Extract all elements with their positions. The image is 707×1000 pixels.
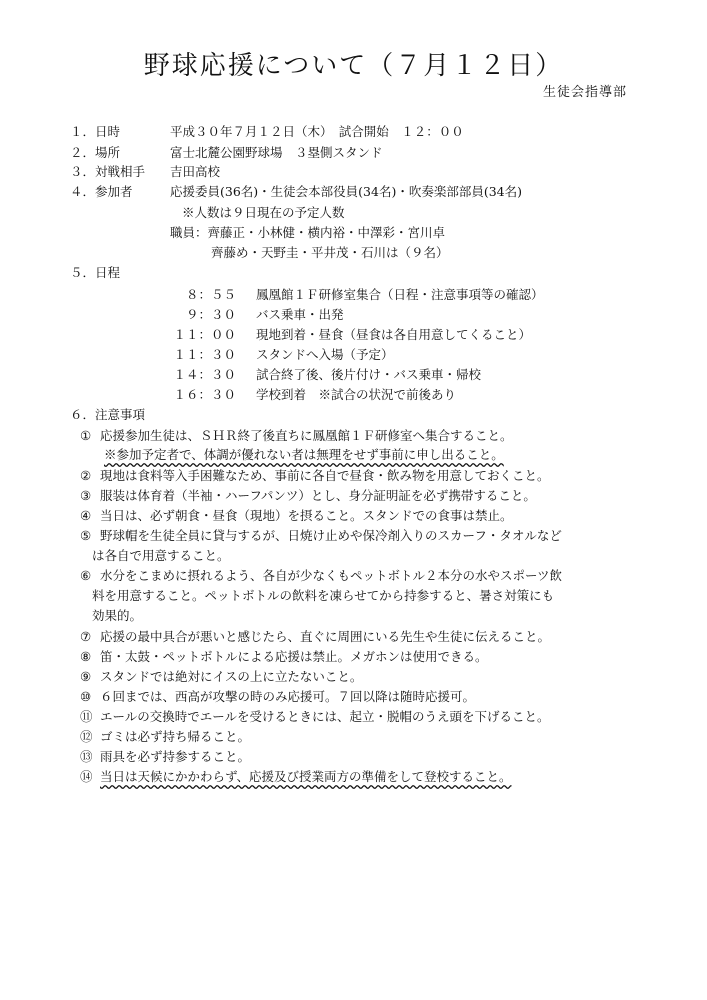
schedule-time: １４：３０ xyxy=(173,367,236,382)
schedule-row xyxy=(150,306,344,324)
note-mark: ⑫ xyxy=(80,729,93,744)
note-mark: ⑪ xyxy=(80,709,93,724)
note-item xyxy=(80,768,512,786)
note-mark: ③ xyxy=(80,488,92,503)
schedule-desc: 学校到着 ※試合の状況で前後あり xyxy=(256,387,457,402)
notes-heading: ６．注意事項 xyxy=(70,407,146,422)
note-item xyxy=(80,688,475,706)
note-text: 応援の最中具合が悪いと感じたら、直ぐに周囲にいる先生や生徒に伝えること。 xyxy=(100,629,551,644)
note-continuation: は各自で用意すること。 xyxy=(92,548,230,563)
note-text: 服装は体育着（半袖・ハーフパンツ）とし、身分証明証を必ず携帯すること。 xyxy=(100,488,536,503)
item-date xyxy=(70,123,464,141)
note-item xyxy=(80,628,550,646)
note-mark: ⑤ xyxy=(80,528,92,543)
schedule-row xyxy=(150,286,544,304)
note-text: 応援参加生徒は、ＳＨＲ終了後直ちに鳳凰館１Ｆ研修室へ集合すること。 xyxy=(100,428,513,443)
note-mark: ④ xyxy=(80,508,92,523)
page-title: 野球応援について（７月１２日） xyxy=(143,51,564,81)
note-mark: ① xyxy=(80,428,92,443)
schedule-time: １６：３０ xyxy=(173,387,236,402)
schedule-time: １１：００ xyxy=(173,327,236,342)
note-text: 野球帽を生徒全員に貸与するが、日焼け止めや保冷剤入りのスカーフ・タオルなど xyxy=(100,528,562,543)
schedule-row xyxy=(150,386,456,404)
note-text: 水分をこまめに摂れるよう、各自が少なくもペットボトル２本分の水やスポーツ飲 xyxy=(100,568,563,583)
schedule-desc: バス乗車・出発 xyxy=(256,307,344,322)
note-item xyxy=(80,507,513,525)
item-opponent xyxy=(70,163,220,181)
schedule-row xyxy=(150,366,481,384)
note-subtext: ※参加予定者で、体調が優れない者は無理をせず事前に申し出ること。 xyxy=(104,447,504,462)
schedule-heading: ５．日程 xyxy=(70,265,121,280)
item-date-label: １．日時 xyxy=(70,124,121,139)
schedule-time: ８：５５ xyxy=(185,287,236,302)
note-mark: ⑬ xyxy=(80,749,93,764)
issuer: 生徒会指導部 xyxy=(542,85,627,100)
note-text: 当日は、必ず朝食・昼食（現地）を摂ること。スタンドでの食事は禁止。 xyxy=(100,508,513,523)
note-item xyxy=(80,748,250,766)
staff-line-2: 齊藤め・天野圭・平井茂・石川は（９名） xyxy=(211,245,449,260)
item-opponent-label: ３．対戦相手 xyxy=(70,164,146,179)
item-date-value: 平成３０年７月１２日（木） 試合開始 １２：００ xyxy=(170,124,464,139)
staff-line-1: 職員：齊藤正・小林健・横内裕・中澤彩・宮川卓 xyxy=(170,225,446,240)
note-mark: ⑨ xyxy=(80,669,92,684)
item-participants xyxy=(70,183,522,201)
note-item xyxy=(80,648,488,666)
note-text: 当日は天候にかかわらず、応援及び授業両方の準備をして登校すること。 xyxy=(100,769,512,784)
item-participants-label: ４．参加者 xyxy=(70,184,133,199)
note-continuation: 料を用意すること。ペットボトルの飲料を凍らせてから持参すると、暑さ対策にも xyxy=(92,588,555,603)
schedule-time: ９：３０ xyxy=(185,307,236,322)
note-mark: ② xyxy=(80,468,92,483)
note-text: ゴミは必ず持ち帰ること。 xyxy=(100,729,251,744)
note-item xyxy=(80,708,550,726)
note-item xyxy=(80,467,550,485)
schedule-row xyxy=(150,346,394,364)
participants-note: ※人数は９日現在の予定人数 xyxy=(182,205,345,220)
note-mark: ⑦ xyxy=(80,629,92,644)
item-participants-value: 応援委員(36名)・生徒会本部役員(34名)・吹奏楽部部員(34名) xyxy=(170,184,522,199)
item-place-value: 富士北麓公園野球場 ３塁側スタンド xyxy=(170,145,383,160)
note-continuation: 効果的。 xyxy=(92,608,143,623)
note-item xyxy=(80,668,362,686)
note-mark: ⑩ xyxy=(80,689,92,704)
item-place-label: ２．場所 xyxy=(70,145,121,160)
note-text: 現地は食料等入手困難なため、事前に各自で昼食・飲み物を用意しておくこと。 xyxy=(100,468,550,483)
note-text: エールの交換時でエールを受けるときには、起立・脱帽のうえ頭を下げること。 xyxy=(100,709,550,724)
note-mark: ⑥ xyxy=(80,568,92,583)
note-item xyxy=(80,427,513,445)
schedule-row xyxy=(150,326,531,344)
note-item xyxy=(80,487,536,505)
item-place xyxy=(70,144,383,162)
note-mark: ⑭ xyxy=(80,769,93,784)
item-opponent-value: 吉田高校 xyxy=(170,164,221,179)
schedule-desc: 現地到着・昼食（昼食は各自用意してくること） xyxy=(256,327,532,342)
note-text: スタンドでは絶対にイスの上に立たないこと。 xyxy=(100,669,363,684)
schedule-desc: 試合終了後、後片付け・バス乗車・帰校 xyxy=(256,367,482,382)
note-text: 雨具を必ず持参すること。 xyxy=(100,749,251,764)
note-item xyxy=(80,527,562,545)
schedule-desc: スタンドへ入場（予定） xyxy=(256,347,394,362)
note-text: 笛・太鼓・ペットボトルによる応援は禁止。メガホンは使用できる。 xyxy=(100,649,488,664)
note-item xyxy=(80,728,250,746)
schedule-time: １１：３０ xyxy=(173,347,236,362)
note-item xyxy=(80,567,562,585)
note-text: ６回までは、西高が攻撃の時のみ応援可。７回以降は随時応援可。 xyxy=(100,689,476,704)
schedule-desc: 鳳凰館１Ｆ研修室集合（日程・注意事項等の確認） xyxy=(256,287,544,302)
note-mark: ⑧ xyxy=(80,649,92,664)
